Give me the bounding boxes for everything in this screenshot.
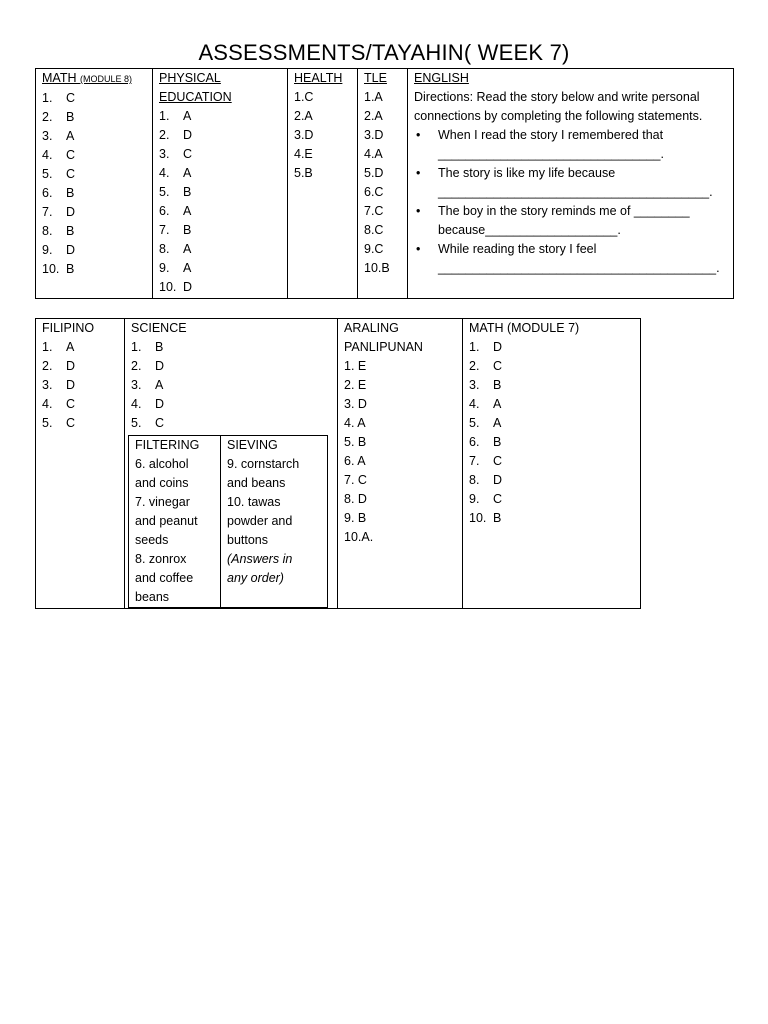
answer-number: 3. <box>469 378 480 392</box>
answer-line: 5.D <box>364 166 384 180</box>
answer-number: 7. <box>469 454 480 468</box>
answer-letter: C <box>183 147 193 161</box>
answer-number: 5. <box>131 416 142 430</box>
answer-letter: B <box>155 340 164 354</box>
answer-number: 6. <box>42 186 53 200</box>
science-cell <box>125 319 338 609</box>
answer-number: 10. <box>159 280 177 294</box>
answer-item <box>131 338 331 357</box>
answer-letter: C <box>66 397 76 411</box>
answer-letter: A <box>155 378 164 392</box>
answer-item <box>159 240 281 259</box>
sieving-cell <box>221 436 328 608</box>
answer-letter: C <box>155 416 165 430</box>
prompt-blank: ________________________________________. <box>438 261 720 275</box>
filipino-answers <box>42 338 118 433</box>
answer-line: 4. A <box>344 416 366 430</box>
answer-number: 4. <box>131 397 142 411</box>
answer-item <box>159 278 281 297</box>
answer-letter: A <box>183 166 192 180</box>
answer-line: 10.B <box>364 261 390 275</box>
ap-header-line1: ARALING <box>344 321 399 335</box>
answer-line: 7. vinegar <box>135 495 190 509</box>
answer-letter: D <box>493 340 503 354</box>
answer-number: 2. <box>42 110 53 124</box>
answer-number: 9. <box>469 492 480 506</box>
answer-line: 3.D <box>364 128 384 142</box>
filipino-header: FILIPINO <box>42 321 95 335</box>
answer-number: 5. <box>42 416 53 430</box>
answer-number: 1. <box>42 91 53 105</box>
answer-item <box>469 357 634 376</box>
answer-line: 6.C <box>364 185 384 199</box>
english-prompt <box>414 126 727 164</box>
filtering-cell <box>129 436 221 608</box>
bullet-icon: • <box>416 242 421 256</box>
answer-number: 8. <box>469 473 480 487</box>
answer-letter: B <box>66 262 75 276</box>
answer-item <box>42 89 146 108</box>
answer-number: 2. <box>42 359 53 373</box>
answer-item <box>42 165 146 184</box>
pe-header-line1: PHYSICAL <box>159 71 221 85</box>
prompt-line: The boy in the story reminds me of ________ <box>438 204 690 218</box>
answer-number: 9. <box>159 261 170 275</box>
answer-number: 3. <box>131 378 142 392</box>
prompt-line: While reading the story I feel <box>438 242 597 256</box>
prompt-blank: because___________________. <box>438 223 621 237</box>
answer-letter: C <box>493 359 503 373</box>
answer-item <box>469 414 634 433</box>
answer-letter: D <box>66 359 76 373</box>
any-order-note <box>227 550 321 588</box>
answer-number: 2. <box>469 359 480 373</box>
answer-letter: D <box>66 205 76 219</box>
answer-item <box>159 202 281 221</box>
answer-number: 1. <box>469 340 480 354</box>
assessment-table-1 <box>35 68 734 299</box>
answer-item <box>42 376 118 395</box>
english-prompt <box>414 240 727 278</box>
answer-item <box>469 471 634 490</box>
tle-answers <box>364 88 401 278</box>
answer-item <box>159 145 281 164</box>
answer-line: powder and <box>227 514 293 528</box>
english-prompt-text <box>438 164 713 202</box>
answer-letter: A <box>493 416 502 430</box>
sieving-answers <box>227 455 321 550</box>
answer-letter: A <box>183 261 192 275</box>
answer-line: 1.A <box>364 90 383 104</box>
answer-line: 4.A <box>364 147 383 161</box>
answer-line: any order) <box>227 571 284 585</box>
answer-letter: B <box>493 435 502 449</box>
answer-line: buttons <box>227 533 269 547</box>
answer-item <box>42 338 118 357</box>
math-module7-cell <box>463 319 641 609</box>
sieving-header: SIEVING <box>227 438 278 452</box>
pe-header-line2: EDUCATION <box>159 90 232 104</box>
answer-letter: D <box>155 397 165 411</box>
answer-line: and coins <box>135 476 189 490</box>
answer-item <box>469 376 634 395</box>
answer-item <box>159 126 281 145</box>
math-module7-header: MATH (MODULE 7) <box>469 321 580 335</box>
answer-line: (Answers in <box>227 552 293 566</box>
answer-number: 4. <box>42 148 53 162</box>
ap-header-line2: PANLIPUNAN <box>344 340 423 354</box>
answer-line: 9. cornstarch <box>227 457 300 471</box>
answer-line: 9. B <box>344 511 367 525</box>
pe-cell <box>153 69 288 299</box>
filipino-cell <box>36 319 125 609</box>
assessment-table-2 <box>35 318 641 609</box>
answer-line: 10. tawas <box>227 495 281 509</box>
answer-letter: D <box>66 378 76 392</box>
answer-letter: C <box>66 167 76 181</box>
answer-line: 9.C <box>364 242 384 256</box>
answer-letter: C <box>493 492 503 506</box>
answer-letter: B <box>66 110 75 124</box>
answer-number: 2. <box>131 359 142 373</box>
answer-number: 9. <box>42 243 53 257</box>
answer-item <box>42 184 146 203</box>
answer-number: 7. <box>159 223 170 237</box>
math-module8-cell <box>36 69 153 299</box>
answer-number: 4. <box>159 166 170 180</box>
answer-item <box>469 509 634 528</box>
english-prompt <box>414 202 727 240</box>
science-answers <box>131 338 331 433</box>
prompt-line: The story is like my life because <box>438 166 616 180</box>
answer-letter: A <box>183 242 192 256</box>
answer-line: 6. A <box>344 454 366 468</box>
answer-letter: D <box>155 359 165 373</box>
prompt-line: When I read the story I remembered that <box>438 128 664 142</box>
answer-item <box>42 203 146 222</box>
answer-line: 5.B <box>294 166 313 180</box>
answer-line: 5. B <box>344 435 367 449</box>
math-module8-answers <box>42 89 146 279</box>
english-cell <box>408 69 734 299</box>
english-prompt-text <box>438 240 720 278</box>
prompt-blank: ________________________________. <box>438 147 664 161</box>
answer-line: 7.C <box>364 204 384 218</box>
answer-item <box>42 108 146 127</box>
bullet-icon: • <box>416 166 421 180</box>
tle-cell <box>358 69 408 299</box>
answer-item <box>131 357 331 376</box>
answer-line: 10.A. <box>344 530 374 544</box>
answer-item <box>42 222 146 241</box>
answer-line: 8. D <box>344 492 367 506</box>
answer-line: beans <box>135 590 170 604</box>
english-header: ENGLISH <box>414 71 469 85</box>
answer-letter: D <box>183 128 193 142</box>
answer-number: 4. <box>469 397 480 411</box>
araling-panlipunan-cell <box>338 319 463 609</box>
answer-line: 6. alcohol <box>135 457 189 471</box>
answer-letter: C <box>66 148 76 162</box>
answer-letter: B <box>183 223 192 237</box>
answer-number: 8. <box>159 242 170 256</box>
prompt-blank: _______________________________________. <box>438 185 713 199</box>
answer-number: 6. <box>159 204 170 218</box>
health-answers <box>294 88 351 183</box>
answer-item <box>469 395 634 414</box>
answer-line: and peanut <box>135 514 198 528</box>
math-module8-header: MATH (MODULE 8) <box>42 71 132 85</box>
answer-number: 5. <box>159 185 170 199</box>
answer-item <box>42 241 146 260</box>
english-prompt <box>414 164 727 202</box>
answer-letter: C <box>66 416 76 430</box>
health-cell <box>288 69 358 299</box>
answer-letter: D <box>66 243 76 257</box>
answer-item <box>42 260 146 279</box>
english-prompts <box>414 126 727 278</box>
answer-number: 10. <box>469 511 487 525</box>
answer-item <box>42 146 146 165</box>
answer-letter: B <box>493 511 502 525</box>
answer-letter: A <box>183 204 192 218</box>
tle-header: TLE <box>364 71 387 85</box>
answer-letter: B <box>493 378 502 392</box>
answer-letter: A <box>493 397 502 411</box>
answer-number: 3. <box>42 129 53 143</box>
answer-letter: B <box>66 224 75 238</box>
answer-item <box>159 259 281 278</box>
answer-line: 1.C <box>294 90 314 104</box>
answer-line: 1. E <box>344 359 367 373</box>
page-title: ASSESSMENTS/TAYAHIN( WEEK 7) <box>198 40 570 65</box>
health-header: HEALTH <box>294 71 343 85</box>
answer-letter: D <box>183 280 193 294</box>
english-prompt-text <box>438 126 664 164</box>
answer-line: 3. D <box>344 397 367 411</box>
answer-line: 2. E <box>344 378 367 392</box>
answer-number: 1. <box>131 340 142 354</box>
answer-line: 2.A <box>294 109 313 123</box>
science-classification-table <box>128 435 328 608</box>
answer-letter: A <box>183 109 192 123</box>
bullet-icon: • <box>416 128 421 142</box>
answer-item <box>469 452 634 471</box>
answer-number: 6. <box>469 435 480 449</box>
answer-number: 4. <box>42 397 53 411</box>
filtering-answers <box>135 455 214 607</box>
answer-item <box>469 338 634 357</box>
answer-line: 8.C <box>364 223 384 237</box>
answer-item <box>159 183 281 202</box>
answer-number: 10. <box>42 262 60 276</box>
answer-line: 8. zonrox <box>135 552 187 566</box>
answer-item <box>131 414 331 433</box>
answer-number: 1. <box>159 109 170 123</box>
answer-number: 5. <box>469 416 480 430</box>
answer-number: 5. <box>42 167 53 181</box>
science-header: SCIENCE <box>131 321 187 335</box>
answer-letter: A <box>66 129 75 143</box>
bullet-icon: • <box>416 204 421 218</box>
answer-number: 8. <box>42 224 53 238</box>
answer-letter: A <box>66 340 75 354</box>
pe-answers <box>159 107 281 297</box>
answer-letter: C <box>493 454 503 468</box>
answer-line: 3.D <box>294 128 314 142</box>
answer-line: 4.E <box>294 147 313 161</box>
answer-letter: C <box>66 91 76 105</box>
filtering-header: FILTERING <box>135 438 200 452</box>
answer-item <box>42 127 146 146</box>
answer-item <box>42 395 118 414</box>
answer-line: and coffee <box>135 571 194 585</box>
answer-number: 3. <box>42 378 53 392</box>
answer-item <box>159 107 281 126</box>
answer-item <box>159 164 281 183</box>
ap-answers <box>344 357 456 547</box>
answer-line: and beans <box>227 476 286 490</box>
answer-line: 7. C <box>344 473 367 487</box>
answer-item <box>469 433 634 452</box>
answer-letter: B <box>66 186 75 200</box>
answer-item <box>131 376 331 395</box>
answer-number: 3. <box>159 147 170 161</box>
english-prompt-text <box>438 202 690 240</box>
answer-number: 7. <box>42 205 53 219</box>
answer-item <box>131 395 331 414</box>
answer-letter: D <box>493 473 503 487</box>
answer-item <box>42 357 118 376</box>
answer-line: 2.A <box>364 109 383 123</box>
math-module7-answers <box>469 338 634 528</box>
answer-number: 1. <box>42 340 53 354</box>
answer-item <box>469 490 634 509</box>
answer-letter: B <box>183 185 192 199</box>
answer-number: 2. <box>159 128 170 142</box>
english-directions: Directions: Read the story below and write personal connections by completing the following statements. <box>414 90 703 123</box>
answer-item <box>42 414 118 433</box>
answer-line: seeds <box>135 533 169 547</box>
answer-item <box>159 221 281 240</box>
